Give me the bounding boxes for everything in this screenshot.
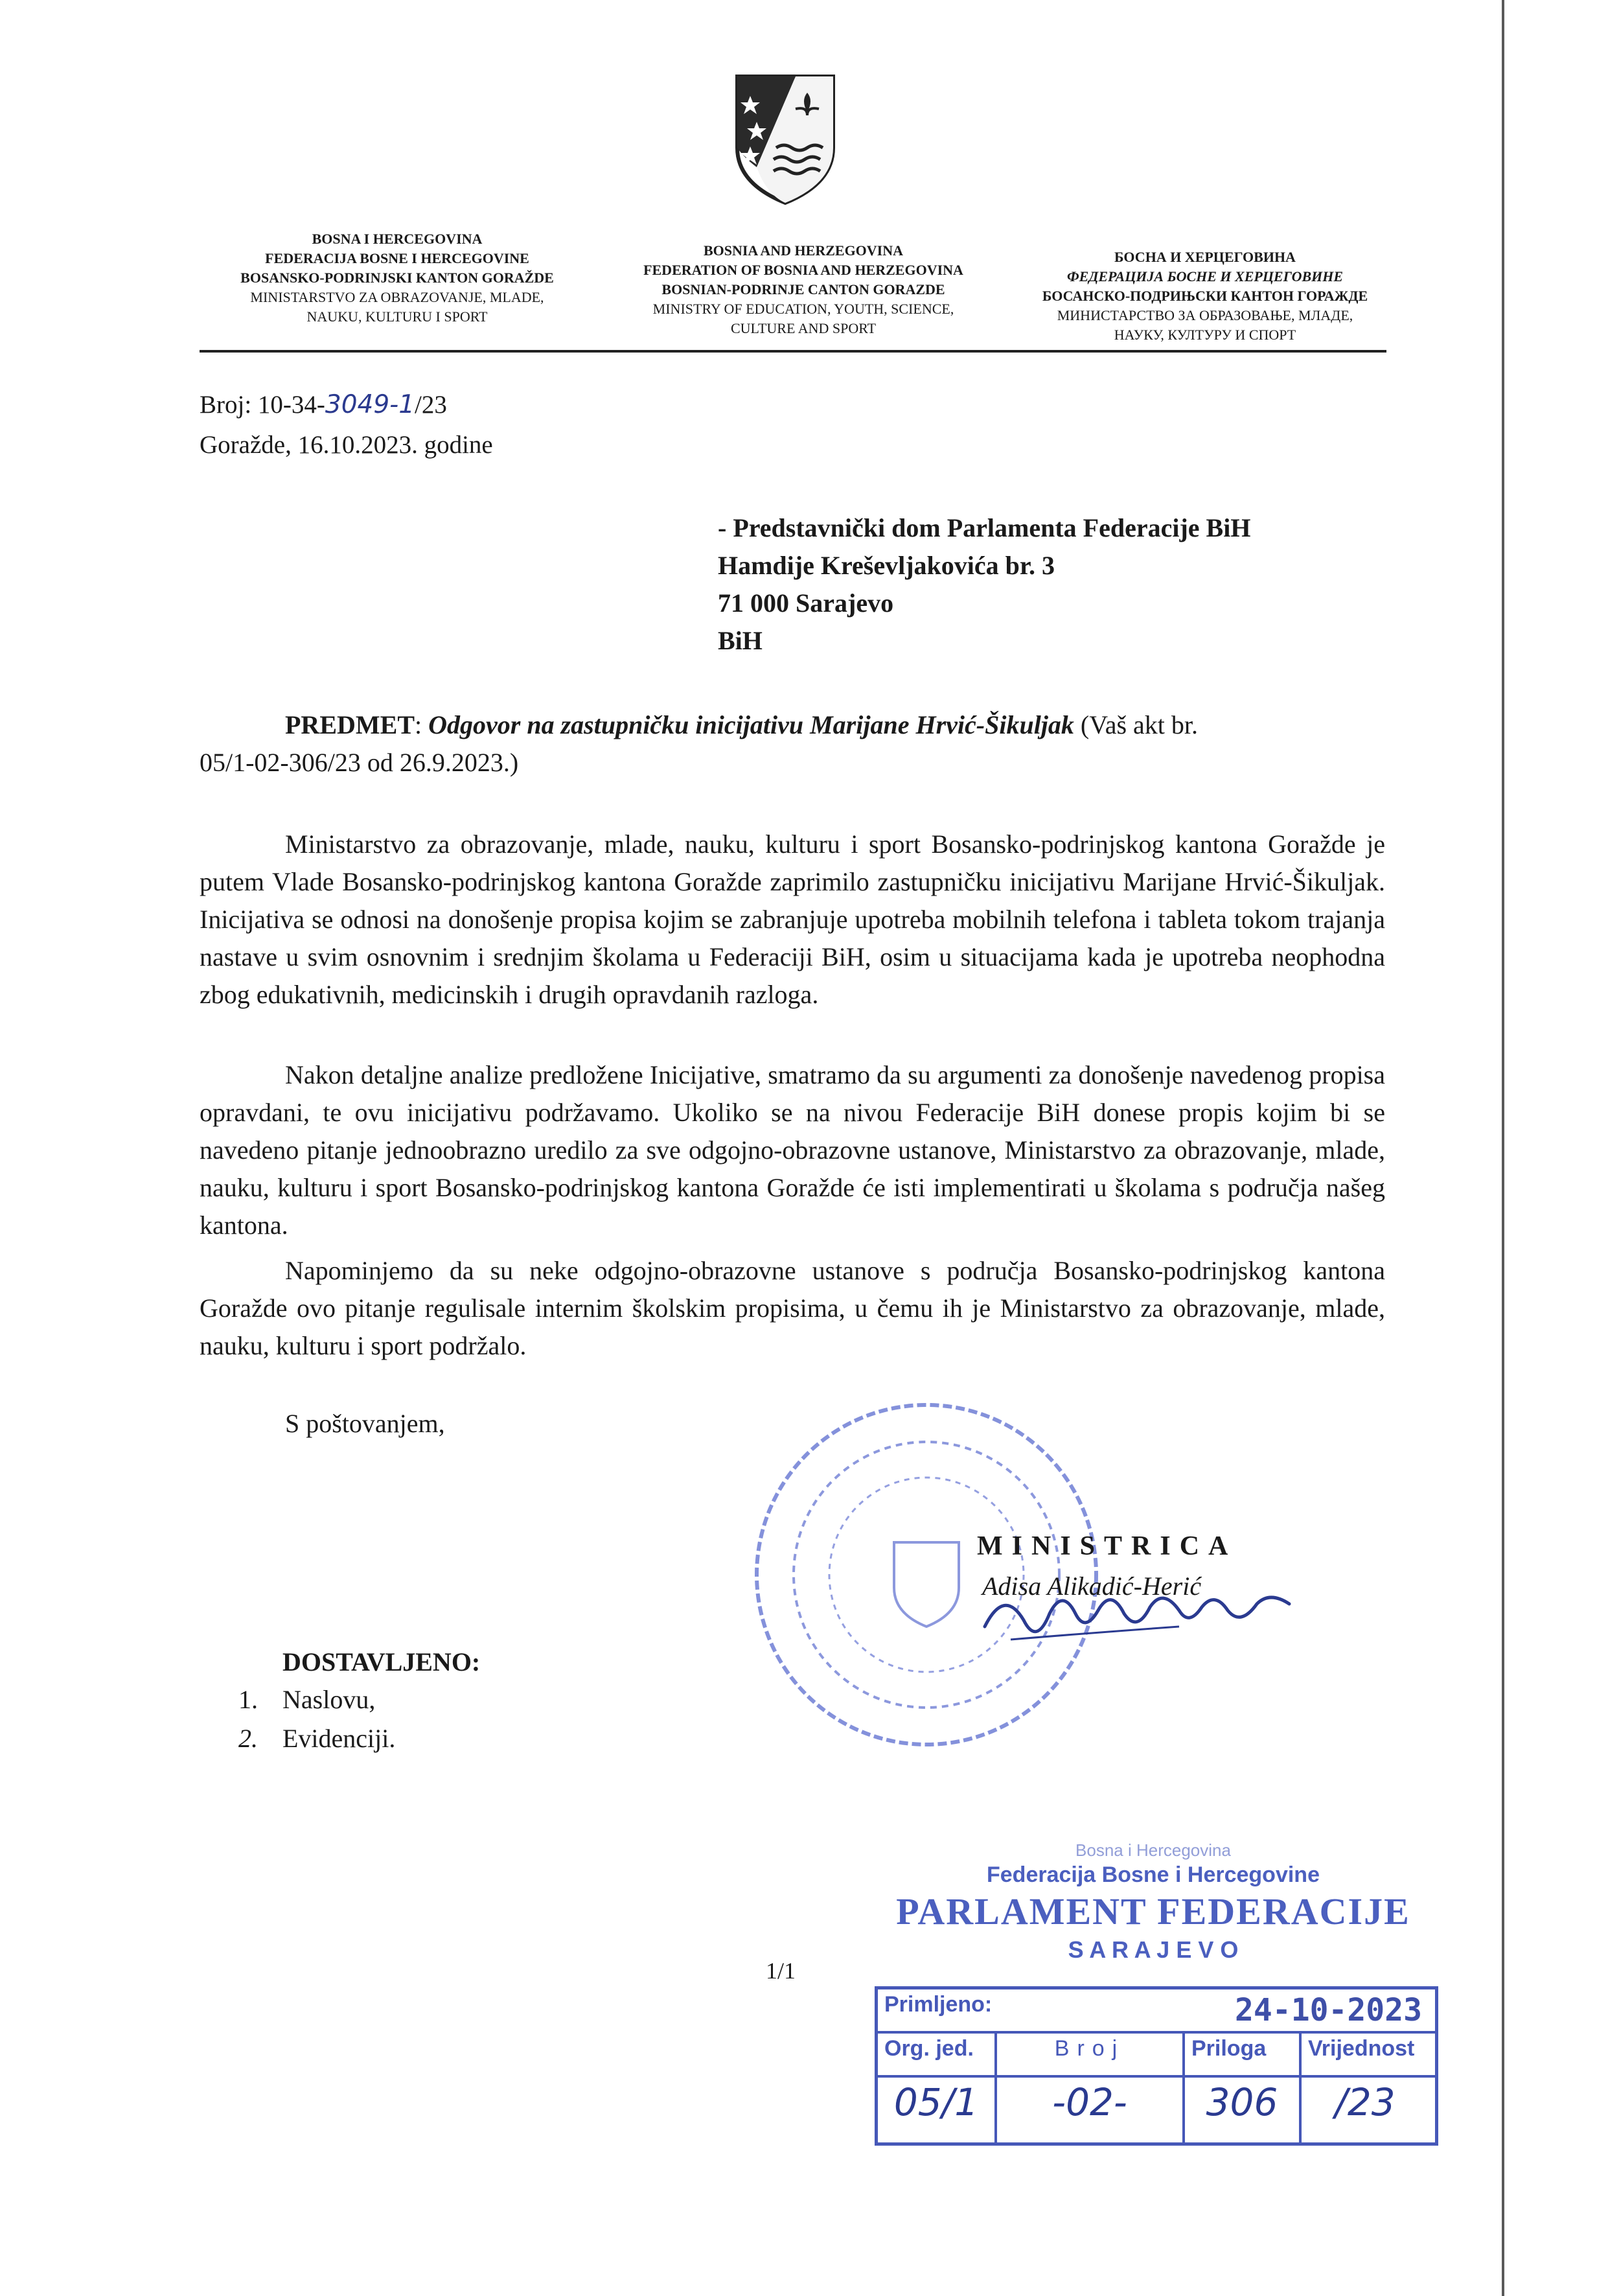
registry-line2: Federacija Bosne i Hercegovine [987,1862,1320,1887]
col-org: Org. jed. [884,2036,974,2061]
val-org: 05/1 [893,2080,979,2124]
delivered-item [238,1720,395,1757]
col-vrijednost: Vrijednost [1299,2034,1429,2075]
subject-title: Odgovor na zastupničku inicijativu Marijane Hrvić-Šikuljak [428,710,1074,739]
handwritten-signature-icon [972,1581,1309,1652]
header-center-line: BOSNIA AND HERZEGOVINA [703,242,904,259]
delivered-heading: DOSTAVLJENO: [282,1647,481,1676]
header-divider [200,350,1386,353]
header-left-line: FEDERACIJA BOSNE I HERCEGOVINE [265,250,529,266]
received-label: Primljeno: [884,1992,993,2017]
subject-tail: (Vaš akt br. [1074,710,1198,739]
val-broj: -02- [994,2078,1182,2142]
paragraph-text: Napominjemo da su neke odgojno-obrazovne ustanove s područja Bosansko-podrinjskog kantona Goražde ovo pitanje regulisale internim školskim propisima, u čemu ih je Ministarstvo za obrazovanje, mlade, nauku, kulturu i sport podržalo. [200,1256,1385,1360]
val-priloga: 306 [1182,2078,1299,2142]
body-paragraph [200,1252,1385,1365]
address-line: 71 000 Sarajevo [718,588,894,618]
registry-grid [875,1986,1438,2146]
registry-line4: S A R A J E V O [1068,1936,1239,1963]
address-line: - Predstavnički dom Parlamenta Federacije BiH [718,513,1251,542]
received-date: 24-10-2023 [1235,1992,1422,2028]
recipient-address [718,509,1250,660]
header-center-line: FEDERATION OF BOSNIA AND HERZEGOVINA [643,262,963,278]
header-center-line: MINISTRY OF EDUCATION, YOUTH, SCIENCE, [652,301,954,317]
body-paragraph [200,826,1385,1014]
registry-line1: Bosna i Hercegovina [1075,1840,1231,1860]
subject-colon: : [415,710,429,739]
body-paragraph [200,1056,1385,1244]
header-left-line: BOSNA I HERCEGOVINA [312,231,483,247]
header-left-line: BOSANSKO-PODRINJSKI KANTON GORAŽDE [240,270,554,286]
delivered-text: Naslovu, [282,1685,376,1714]
subject [200,706,1385,782]
broj-suffix: /23 [415,391,447,419]
header-right-line: БОСНА И ХЕРЦЕГОВИНА [1114,249,1296,265]
subject-line2: 05/1-02-306/23 od 26.9.2023.) [200,748,519,777]
delivered-num: 2. [238,1724,258,1753]
paragraph-text: Nakon detaljne analize predložene Inicijative, smatramo da su argumenti za donošenje navedenog propisa opravdani, te ovu inicijativu podržavamo. Ukoliko se na nivou Federacije BiH donese propis kojim bi se navedeno pitanje jednoobrazno uredilo za sve odgojno-obrazovne ustanove, Ministarstvo za obrazovanje, mlade, nauku, kulturu i sport Bosansko-podrinjskog kantona Goražde će isti implementirati u školama s područja našeg kantona. [200,1060,1385,1240]
header-left-line: MINISTARSTVO ZA OBRAZOVANJE, MLADE, [250,289,544,305]
registry-header-row [878,2031,1435,2075]
address-line: Hamdije Kreševljakovića br. 3 [718,551,1055,580]
date-line: Goražde, 16.10.2023. godine [200,431,493,459]
subject-label: PREDMET [285,710,415,739]
registry-line3: PARLAMENT FEDERACIJE [896,1890,1410,1932]
coat-of-arms-icon [731,70,840,206]
header-center [603,241,1004,338]
address-line: BiH [718,626,763,655]
header-left-line: NAUKU, KULTURU I SPORT [306,308,488,325]
registry-received-row [878,1989,1435,2031]
signature-name: Adisa Alikadić-Herić [982,1571,1202,1601]
header-right-line: БОСАНСКО-ПОДРИЊСКИ КАНТОН ГОРАЖДЕ [1042,288,1368,304]
registry-stamp [868,1840,1438,2139]
reference-number [200,386,447,424]
header-left [206,229,588,327]
header-right [1004,248,1406,345]
registry-value-row [878,2075,1435,2142]
delivered-num: 1. [238,1685,258,1714]
closing-salutation: S poštovanjem, [285,1409,445,1438]
val-vrijednost: /23 [1299,2078,1429,2142]
broj-handwritten: 3049-1 [325,390,415,419]
paragraph-text: Ministarstvo za obrazovanje, mlade, nauku, kulturu i sport Bosansko-podrinjskog kantona Goražde je putem Vlade Bosansko-podrinjskog kantona Goražde zaprimilo zastupničku inicijativu Marijane Hrvić-Šikuljak. Inicijativa se odnosi na donošenje propisa kojim se zabranjuje upotreba mobilnih telefona i tableta tokom trajanja nastave u svim osnovnim i srednjim školama u Federaciji BiH, osim u situacijama kada je upotreba neophodna zbog edukativnih, medicinskih i drugih opravdanih razloga. [200,829,1385,1009]
header-right-line: ФЕДЕРАЦИЈА БОСНЕ И ХЕРЦЕГОВИНЕ [1066,268,1344,284]
header-right-line: МИНИСТАРСТВО ЗА ОБРАЗОВАЊЕ, МЛАДЕ, [1057,307,1353,323]
header-center-line: CULTURE AND SPORT [730,320,877,336]
page-number: 1/1 [766,1958,796,1984]
signature-title: MINISTRICA [977,1531,1237,1561]
header-right-line: НАУКУ, КУЛТУРУ И СПОРТ [1114,327,1296,343]
header-center-line: BOSNIAN-PODRINJE CANTON GORAZDE [661,281,945,297]
broj-prefix: Broj: 10-34- [200,391,325,419]
page-edge-shadow [1502,0,1504,2296]
col-priloga: Priloga [1182,2034,1299,2075]
delivered-text: Evidenciji. [282,1724,396,1753]
delivered-item [238,1681,375,1719]
col-broj: Broj [994,2034,1182,2075]
